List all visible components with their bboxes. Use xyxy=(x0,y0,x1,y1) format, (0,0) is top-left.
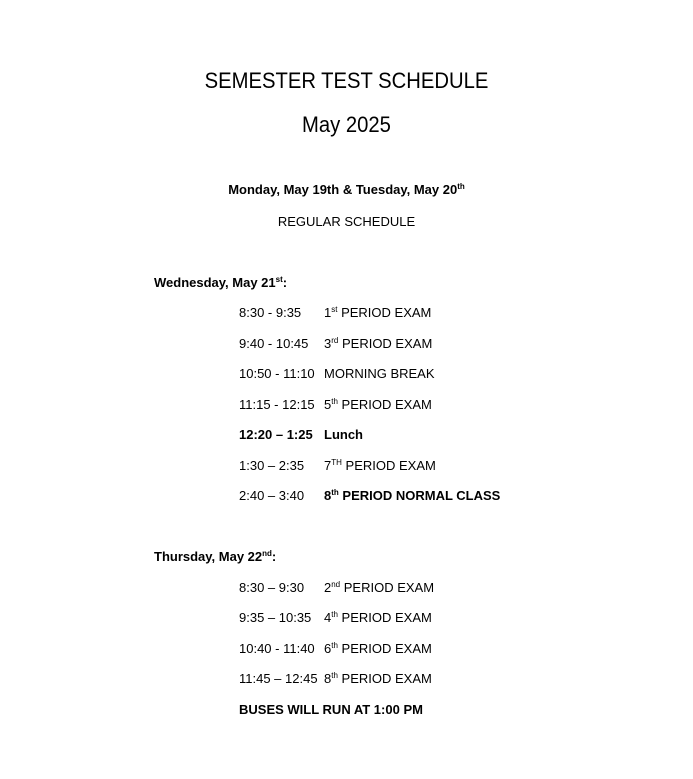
row-time: 11:45 – 12:45 xyxy=(239,671,318,686)
row-label xyxy=(324,336,432,352)
row-period-number: 4 xyxy=(324,610,332,625)
row-text: PERIOD EXAM xyxy=(337,305,432,320)
regular-schedule-note: REGULAR SCHEDULE xyxy=(277,214,416,229)
row-period-number: 6 xyxy=(324,641,332,656)
row-label xyxy=(324,305,431,321)
row-label xyxy=(324,641,432,657)
row-period-sup: th xyxy=(331,610,338,619)
bus-notice: BUSES WILL RUN AT 1:00 PM xyxy=(239,702,423,717)
row-period-sup: st xyxy=(331,305,338,314)
row-label xyxy=(324,397,432,413)
row-label xyxy=(324,580,434,596)
row-label xyxy=(324,366,435,382)
thursday-heading-sup: nd xyxy=(262,549,272,558)
thursday-heading-text: Thursday, May 22 xyxy=(154,549,263,564)
wednesday-heading xyxy=(154,275,287,291)
wednesday-heading-sup: st xyxy=(275,275,283,284)
row-time: 12:20 – 1:25 xyxy=(239,427,313,442)
row-label xyxy=(324,671,432,687)
row-period-sup: th xyxy=(331,488,339,497)
regular-days-sup: th xyxy=(457,182,465,191)
row-time: 9:35 – 10:35 xyxy=(239,610,312,625)
row-label xyxy=(324,458,436,474)
row-period-number: 8 xyxy=(324,488,332,503)
row-text: PERIOD EXAM xyxy=(341,458,436,473)
row-text: PERIOD NORMAL CLASS xyxy=(338,488,501,503)
regular-days-heading xyxy=(0,182,693,198)
row-text: Lunch xyxy=(324,427,363,442)
row-time: 1:30 – 2:35 xyxy=(239,458,305,473)
row-period-sup: th xyxy=(331,397,338,406)
row-time: 8:30 - 9:35 xyxy=(239,305,302,320)
document-title: SEMESTER TEST SCHEDULE xyxy=(204,68,489,93)
thursday-heading xyxy=(154,549,276,565)
row-period-number: 7 xyxy=(324,458,332,473)
row-text: MORNING BREAK xyxy=(324,366,435,381)
row-label xyxy=(324,427,363,443)
document-subtitle: May 2025 xyxy=(302,112,391,137)
row-time: 11:15 - 12:15 xyxy=(239,397,315,412)
row-period-sup: nd xyxy=(331,580,341,589)
row-period-number: 1 xyxy=(324,305,332,320)
row-period-sup: th xyxy=(331,671,338,680)
row-text: PERIOD EXAM xyxy=(337,671,432,686)
row-time: 10:40 - 11:40 xyxy=(239,641,315,656)
row-period-sup: th xyxy=(331,641,338,650)
row-time: 10:50 - 11:10 xyxy=(239,366,315,381)
row-time: 8:30 – 9:30 xyxy=(239,580,305,595)
wednesday-heading-colon: : xyxy=(282,275,288,290)
row-text: PERIOD EXAM xyxy=(337,641,432,656)
row-label xyxy=(324,610,432,626)
row-period-number: 8 xyxy=(324,671,332,686)
row-text: PERIOD EXAM xyxy=(338,336,433,351)
row-text: PERIOD EXAM xyxy=(337,397,432,412)
row-period-sup: TH xyxy=(331,458,342,467)
thursday-heading-colon: : xyxy=(271,549,277,564)
row-period-sup: rd xyxy=(331,336,339,345)
wednesday-heading-text: Wednesday, May 21 xyxy=(154,275,276,290)
regular-days-text: Monday, May 19th & Tuesday, May 20 xyxy=(228,182,458,197)
row-period-number: 3 xyxy=(324,336,332,351)
row-label xyxy=(324,488,500,504)
row-period-number: 2 xyxy=(324,580,332,595)
row-time: 9:40 - 10:45 xyxy=(239,336,309,351)
row-period-number: 5 xyxy=(324,397,332,412)
row-text: PERIOD EXAM xyxy=(337,610,432,625)
row-text: PERIOD EXAM xyxy=(340,580,435,595)
row-time: 2:40 – 3:40 xyxy=(239,488,305,503)
